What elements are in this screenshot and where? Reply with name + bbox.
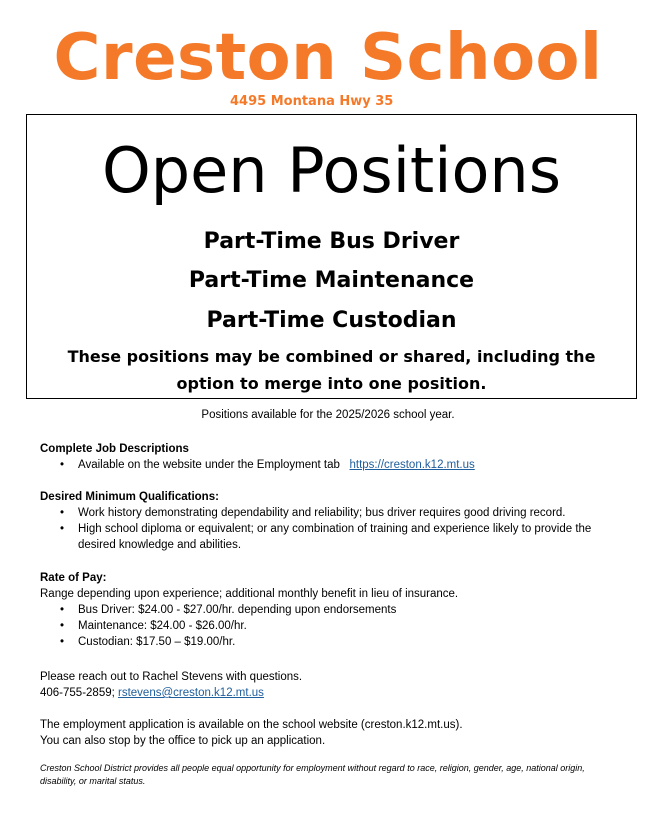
job-descriptions-text: Available on the website under the Employment tab [78, 459, 340, 471]
combined-positions-note: These positions may be combined or shared, including the option to merge into one position. [67, 347, 596, 393]
list-item: • Custodian: $17.50 – $19.00/hr. [78, 634, 623, 650]
pay-heading: Rate of Pay: [40, 572, 107, 584]
open-positions-heading: Open Positions [101, 134, 561, 207]
equal-opportunity-statement: Creston School District provides all people equal opportunity for employment without regard to race, religion, gender, age, national origin, disability, or marital status. [40, 763, 585, 786]
school-title: Creston School [53, 21, 603, 95]
pay-section [40, 570, 623, 650]
application-office-text: You can also stop by the office to pick up an application. [40, 735, 326, 747]
application-section [40, 717, 463, 749]
list-item: • Work history demonstrating dependability and reliability; bus driver requires good driving record. [78, 505, 623, 521]
position-custodian: Part-Time Custodian [206, 308, 457, 333]
availability-note: Positions available for the 2025/2026 school year. [201, 409, 455, 421]
list-item [78, 457, 623, 473]
contact-phone: 406-755-2859; [40, 687, 115, 699]
list-item: • High school diploma or equivalent; or any combination of training and experience likely to provide the desired knowledge and abilities. [78, 521, 623, 553]
contact-text: Please reach out to Rachel Stevens with questions. [40, 671, 303, 683]
website-link[interactable]: https://creston.k12.mt.us [349, 459, 475, 471]
contact-section [40, 669, 302, 701]
application-text: The employment application is available on the school website (creston.k12.mt.us). [40, 719, 463, 731]
pay-intro: Range depending upon experience; additional monthly benefit in lieu of insurance. [40, 588, 459, 600]
qualifications-section [40, 489, 623, 553]
list-item: • Bus Driver: $24.00 - $27.00/hr. depending upon endorsements [78, 602, 623, 618]
open-positions-box [26, 114, 637, 399]
list-item: • Maintenance: $24.00 - $26.00/hr. [78, 618, 623, 634]
qualifications-heading: Desired Minimum Qualifications: [40, 491, 219, 503]
position-bus-driver: Part-Time Bus Driver [203, 229, 460, 254]
email-link[interactable]: rstevens@creston.k12.mt.us [118, 687, 264, 699]
job-descriptions-section [40, 441, 623, 473]
job-descriptions-heading: Complete Job Descriptions [40, 443, 189, 455]
position-maintenance: Part-Time Maintenance [188, 268, 475, 293]
school-address: 4495 Montana Hwy 35 [230, 94, 394, 109]
